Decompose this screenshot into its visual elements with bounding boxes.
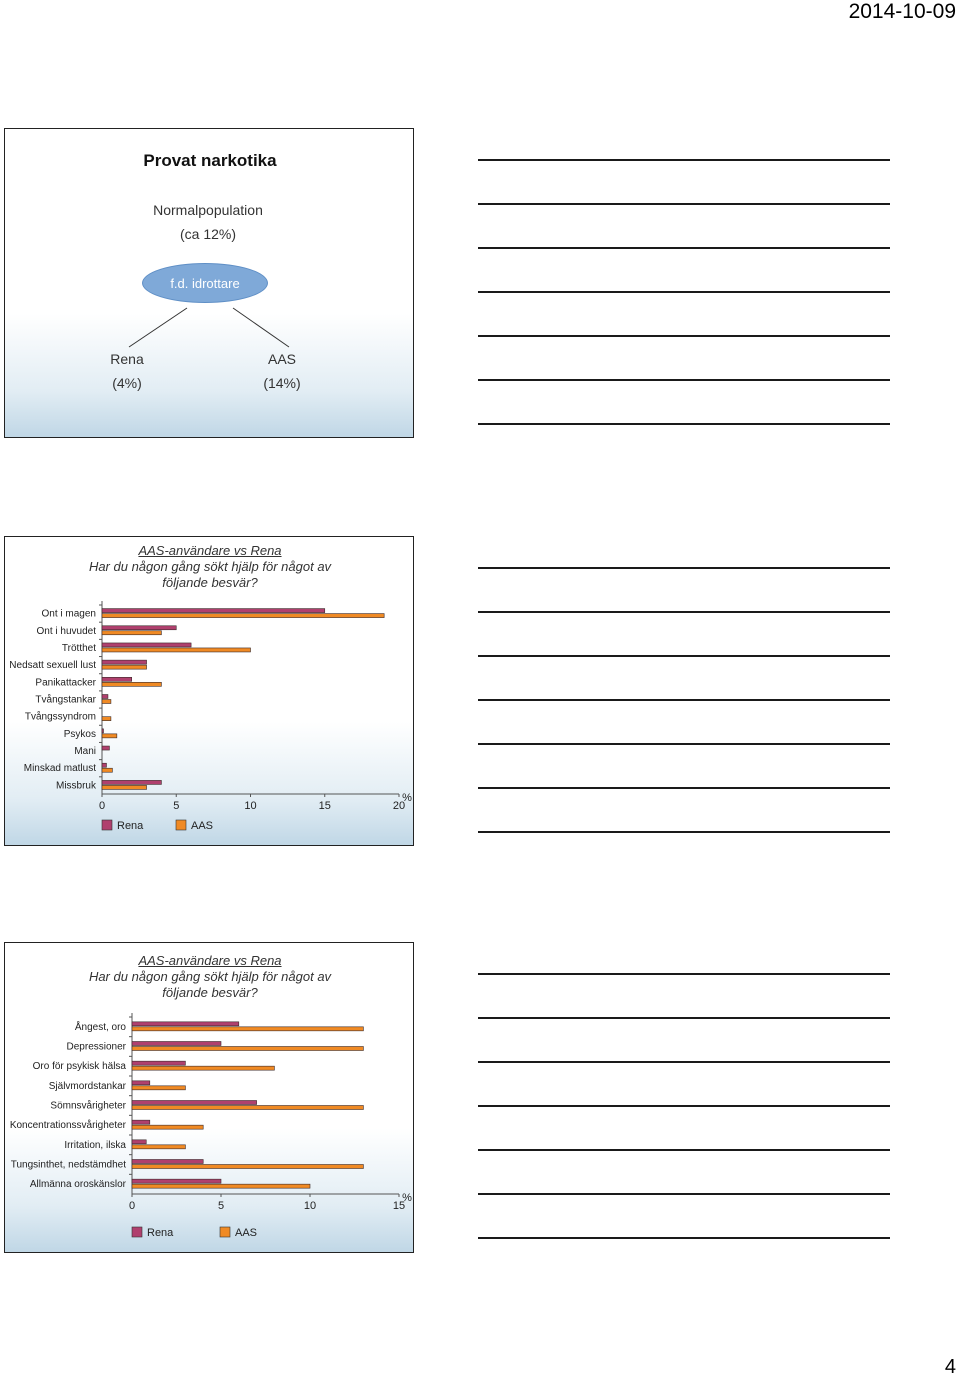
bar-aas xyxy=(132,1165,363,1169)
x-tick-label: 15 xyxy=(392,1200,406,1212)
tree-connectors xyxy=(5,129,414,438)
legend-swatch-rena xyxy=(102,820,112,830)
chart-title-line3: följande besvär? xyxy=(162,985,258,1000)
bar-rena xyxy=(102,746,109,750)
category-label: Tvångstankar xyxy=(35,694,96,706)
rena-pct: (4%) xyxy=(112,375,142,391)
rena-label: Rena xyxy=(110,351,144,367)
category-label: Tungsinthet, nedstämdhet xyxy=(10,1159,126,1171)
bar-rena xyxy=(132,1042,221,1046)
note-line xyxy=(478,973,890,975)
note-line xyxy=(478,1193,890,1195)
aas-pct: (14%) xyxy=(263,375,301,391)
note-line xyxy=(478,743,890,745)
bar-rena xyxy=(132,1081,150,1085)
category-label: Sömnsvårigheter xyxy=(50,1100,126,1112)
note-line xyxy=(478,247,890,249)
bar-aas xyxy=(102,768,112,772)
connector-left xyxy=(129,308,187,347)
legend-label-aas: AAS xyxy=(191,820,214,832)
legend-swatch-rena xyxy=(132,1227,142,1237)
note-line xyxy=(478,611,890,613)
x-tick-label: 10 xyxy=(244,800,257,812)
bar-aas xyxy=(102,682,161,686)
bar-rena xyxy=(102,660,147,664)
bar-rena xyxy=(132,1022,239,1026)
category-label: Depressioner xyxy=(66,1041,126,1053)
note-line xyxy=(478,159,890,161)
note-line xyxy=(478,203,890,205)
note-line xyxy=(478,335,890,337)
x-axis-label: % xyxy=(402,792,412,804)
note-line xyxy=(478,291,890,293)
category-label: Irritation, ilska xyxy=(64,1139,126,1151)
bar-aas xyxy=(102,717,111,721)
note-line xyxy=(478,1017,890,1019)
legend-label-rena: Rena xyxy=(147,1227,174,1239)
x-tick-label: 0 xyxy=(128,1200,136,1212)
connector-right xyxy=(233,308,289,347)
category-label: Trötthet xyxy=(61,642,96,654)
category-label: Ont i magen xyxy=(41,608,96,620)
category-label: Självmordstankar xyxy=(48,1080,126,1092)
bar-chart-psychological xyxy=(5,943,414,1253)
bar-rena xyxy=(102,763,106,767)
note-line xyxy=(478,787,890,789)
note-line xyxy=(478,423,890,425)
x-tick-label: 15 xyxy=(318,800,331,812)
note-line xyxy=(478,699,890,701)
x-axis-label: % xyxy=(402,1192,412,1204)
note-line xyxy=(478,1061,890,1063)
aas-label: AAS xyxy=(267,351,296,367)
x-tick-label: 5 xyxy=(217,1200,225,1212)
category-label: Panikattacker xyxy=(35,677,96,689)
bar-aas xyxy=(102,665,147,669)
legend-label-rena: Rena xyxy=(117,820,144,832)
normal-population-label: Normalpopulation xyxy=(153,202,263,218)
bar-rena xyxy=(102,677,132,681)
bar-aas xyxy=(102,785,147,789)
bar-aas xyxy=(132,1184,310,1188)
bar-rena xyxy=(132,1061,185,1065)
note-line xyxy=(478,831,890,833)
chart-title-line2: Har du någon gång sökt hjälp för något av xyxy=(88,969,332,984)
x-tick-label: 10 xyxy=(303,1200,317,1212)
bar-rena xyxy=(102,643,191,647)
category-label: Minskad matlust xyxy=(23,763,96,775)
x-tick-label: 5 xyxy=(173,800,180,812)
bar-rena xyxy=(132,1120,150,1124)
note-line xyxy=(478,655,890,657)
slide-title: Provat narkotika xyxy=(143,151,277,170)
category-label: Nedsatt sexuell lust xyxy=(9,660,96,672)
legend-swatch-aas xyxy=(220,1227,230,1237)
bar-rena xyxy=(132,1160,203,1164)
former-athletes-label: f.d. idrottare xyxy=(170,275,240,291)
bar-rena xyxy=(132,1140,146,1144)
chart-title-line3: följande besvär? xyxy=(162,575,258,590)
category-label: Koncentrationssvårigheter xyxy=(9,1120,126,1132)
slide-chart-psychological xyxy=(4,942,414,1253)
bar-aas xyxy=(102,700,111,704)
category-label: Missbruk xyxy=(55,780,96,792)
bar-rena xyxy=(132,1101,257,1105)
bar-aas xyxy=(132,1086,185,1090)
bar-aas xyxy=(132,1066,274,1070)
x-tick-label: 0 xyxy=(98,800,106,812)
chart-title-line1: AAS-användare vs Rena xyxy=(138,953,282,968)
header-date: 2014-10-09 xyxy=(848,0,956,23)
category-label: Ont i huvudet xyxy=(36,625,96,637)
bar-rena xyxy=(102,729,103,733)
note-line xyxy=(478,379,890,381)
bar-rena xyxy=(102,695,108,699)
category-label: Ångest, oro xyxy=(74,1021,126,1033)
bar-aas xyxy=(102,631,161,635)
note-line xyxy=(478,1237,890,1239)
bar-rena xyxy=(102,609,325,613)
category-label: Tvångssyndrom xyxy=(24,711,96,723)
bar-aas xyxy=(102,648,251,652)
chart-title-line2: Har du någon gång sökt hjälp för något av xyxy=(88,559,332,574)
slide-chart-physical xyxy=(4,536,414,846)
normal-population-pct: (ca 12%) xyxy=(179,226,237,242)
bar-aas xyxy=(132,1145,185,1149)
bar-aas xyxy=(132,1106,363,1110)
note-line xyxy=(478,1105,890,1107)
bar-aas xyxy=(132,1027,363,1031)
note-line xyxy=(478,567,890,569)
bar-aas xyxy=(132,1125,203,1129)
note-line xyxy=(478,1149,890,1151)
bar-aas xyxy=(102,734,117,738)
x-tick-label: 20 xyxy=(392,800,406,812)
chart-title-line1: AAS-användare vs Rena xyxy=(138,543,282,558)
page-number: 4 xyxy=(944,1356,956,1378)
category-label: Oro för psykisk hälsa xyxy=(32,1061,126,1073)
bar-chart-physical xyxy=(5,537,414,846)
category-label: Psykos xyxy=(63,728,96,740)
category-label: Mani xyxy=(74,746,96,758)
slide-provat-narkotika xyxy=(4,128,414,438)
legend-label-aas: AAS xyxy=(235,1227,258,1239)
bar-rena xyxy=(132,1179,221,1183)
bar-aas xyxy=(132,1047,363,1051)
bar-rena xyxy=(102,780,161,784)
legend-swatch-aas xyxy=(176,820,186,830)
category-label: Allmänna oroskänslor xyxy=(29,1179,126,1191)
bar-aas xyxy=(102,614,384,618)
bar-rena xyxy=(102,626,176,630)
